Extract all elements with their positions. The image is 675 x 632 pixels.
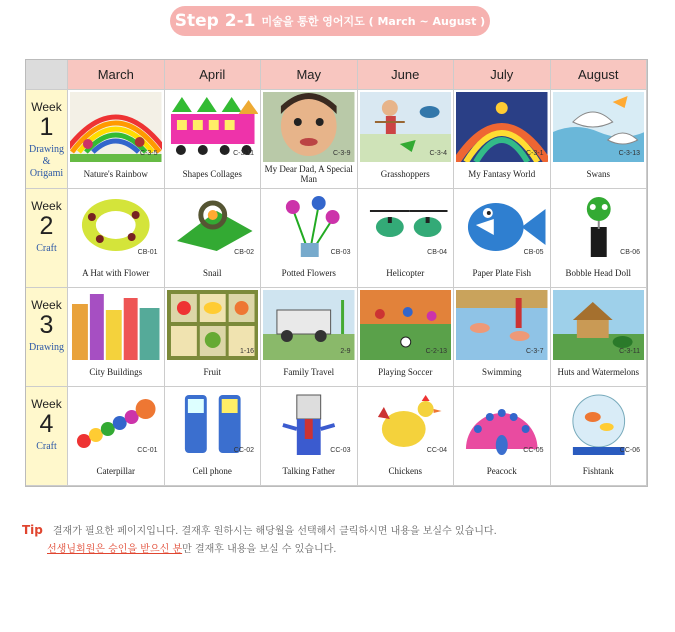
lesson-w1-august[interactable] [551, 90, 648, 189]
lesson-code: CC-01 [137, 447, 158, 454]
lesson-w1-march[interactable] [68, 90, 165, 189]
lesson-w1-april[interactable] [165, 90, 262, 189]
step-header [170, 6, 490, 36]
lesson-w4-july[interactable] [454, 387, 551, 486]
lesson-w4-june[interactable] [358, 387, 455, 486]
lesson-w4-march[interactable] [68, 387, 165, 486]
lesson-caption: Huts and Watermelons [557, 367, 640, 377]
lesson-code: C-3-1 [525, 150, 544, 157]
week-type: Drawing & Origami [29, 144, 64, 179]
lesson-w4-august[interactable] [551, 387, 648, 486]
tip-label: Tip [22, 523, 43, 537]
lesson-w3-april[interactable] [165, 288, 262, 387]
week-label: Week [31, 298, 62, 312]
lesson-code: C-3-9 [332, 150, 351, 157]
lesson-caption: Paper Plate Fish [472, 268, 531, 278]
lesson-code: CC-04 [426, 447, 447, 454]
month-july[interactable]: July [454, 60, 551, 90]
lesson-code: C-3-5 [139, 150, 158, 157]
lesson-caption: My Dear Dad, A Special Man [264, 164, 353, 184]
month-august[interactable]: August [551, 60, 648, 90]
tip-text-rest: 만 결재후 내용을 보실 수 있습니다. [182, 544, 337, 555]
week-number: 2 [39, 212, 54, 240]
lesson-w2-june[interactable] [358, 189, 455, 288]
week-type: Craft [36, 243, 57, 254]
lesson-w3-march[interactable] [68, 288, 165, 387]
lesson-caption: Chickens [388, 466, 422, 476]
month-april[interactable]: April [165, 60, 262, 90]
lesson-code: CB-04 [427, 249, 447, 256]
lesson-code: 2-9 [340, 348, 351, 355]
lesson-caption: Cell phone [192, 466, 232, 476]
grid-corner [26, 60, 68, 90]
tip-line-1 [22, 522, 497, 537]
lesson-caption: Helicopter [386, 268, 425, 278]
lesson-caption: Grasshoppers [380, 169, 430, 179]
lesson-code: CB-06 [620, 249, 640, 256]
lesson-caption: A Hat with Flower [82, 268, 150, 278]
lesson-code: CC-02 [233, 447, 254, 454]
lesson-w3-july[interactable] [454, 288, 551, 387]
lesson-code: C-3-11 [233, 150, 254, 157]
lesson-code: C-3-4 [429, 150, 447, 157]
lesson-w3-may[interactable] [261, 288, 358, 387]
lesson-w3-june[interactable] [358, 288, 455, 387]
month-june[interactable]: June [358, 60, 455, 90]
lesson-w3-august[interactable] [551, 288, 648, 387]
month-march[interactable]: March [68, 60, 165, 90]
tip-line-2 [47, 540, 336, 555]
lesson-code: C-3-7 [525, 348, 544, 355]
week-4-header [26, 387, 68, 486]
lesson-code: C-2-13 [425, 348, 447, 355]
week-1-header [26, 90, 68, 189]
lesson-w1-july[interactable] [454, 90, 551, 189]
lesson-w2-march[interactable] [68, 189, 165, 288]
lesson-w1-may[interactable] [261, 90, 358, 189]
lesson-code: 1-16 [239, 348, 254, 355]
lesson-w4-may[interactable] [261, 387, 358, 486]
step-title: Step 2-1 [174, 11, 256, 31]
lesson-caption: Nature's Rainbow [83, 169, 148, 179]
lesson-caption: Family Travel [283, 367, 335, 377]
lesson-caption: Fruit [203, 367, 221, 377]
lesson-caption: City Buildings [89, 367, 143, 377]
lesson-code: CC-05 [523, 447, 544, 454]
week-type: Drawing [29, 342, 64, 353]
lesson-caption: Playing Soccer [378, 367, 433, 377]
week-2-header [26, 189, 68, 288]
lesson-w2-april[interactable] [165, 189, 262, 288]
lesson-caption: Fishtank [582, 466, 614, 476]
week-label: Week [31, 199, 62, 213]
week-number: 3 [39, 311, 54, 339]
lesson-caption: Peacock [486, 466, 517, 476]
lesson-w2-may[interactable] [261, 189, 358, 288]
lesson-caption: Snail [202, 268, 222, 278]
week-number: 1 [39, 113, 54, 141]
lesson-caption: Bobble Head Doll [565, 268, 631, 278]
lesson-w4-april[interactable] [165, 387, 262, 486]
lesson-caption: Swimming [481, 367, 522, 377]
lesson-caption: Caterpillar [96, 466, 135, 476]
month-may[interactable]: May [261, 60, 358, 90]
lesson-code: CB-03 [330, 249, 351, 256]
week-3-header [26, 288, 68, 387]
lesson-caption: Swans [586, 169, 610, 179]
lesson-w2-august[interactable] [551, 189, 648, 288]
lesson-code: C-3-13 [618, 150, 640, 157]
lesson-code: CB-05 [523, 249, 544, 256]
lesson-code: C-3-11 [619, 348, 640, 355]
lesson-w2-july[interactable] [454, 189, 551, 288]
lesson-code: CB-01 [137, 249, 158, 256]
lesson-caption: Shapes Collages [182, 169, 242, 179]
week-type: Craft [36, 441, 57, 452]
lesson-caption: My Fantasy World [468, 169, 536, 179]
curriculum-grid [25, 59, 648, 487]
lesson-w1-june[interactable] [358, 90, 455, 189]
tip-highlight: 선생님회원은 승인을 받으신 분 [47, 544, 183, 555]
lesson-code: CC-03 [330, 447, 351, 454]
lesson-code: CC-06 [619, 447, 640, 454]
step-subtitle: 미술을 통한 영어지도 ( March ~ August ) [261, 15, 486, 28]
lesson-caption: Potted Flowers [281, 268, 336, 278]
week-label: Week [31, 100, 62, 114]
week-number: 4 [39, 410, 54, 438]
tip-text: 결재가 필요한 페이지입니다. 결재후 원하시는 해당월을 선택해서 클릭하시면 내용을 보실수 있습니다. [52, 526, 497, 537]
lesson-caption: Talking Father [282, 466, 336, 476]
lesson-code: CB-02 [234, 249, 254, 256]
week-label: Week [31, 397, 62, 411]
city-buildings-image [70, 290, 162, 360]
